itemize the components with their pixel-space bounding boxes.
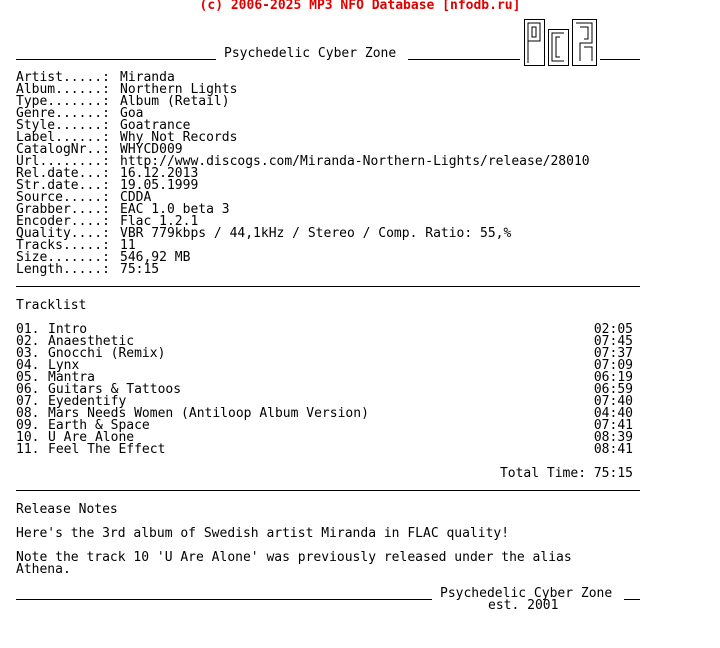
info-key: Size.......: bbox=[16, 250, 110, 265]
track-title: Guitars & Tattoos bbox=[48, 382, 182, 397]
info-value: 11 bbox=[120, 238, 136, 253]
info-key: Style......: bbox=[16, 118, 110, 133]
track-title: Feel The Effect bbox=[48, 442, 166, 457]
info-key: Quality....: bbox=[16, 226, 110, 241]
track-title: Intro bbox=[48, 322, 88, 337]
info-key: Album......: bbox=[16, 82, 110, 97]
track-number: 04. bbox=[16, 358, 40, 373]
track-row bbox=[16, 348, 633, 360]
release-notes-line: Athena. bbox=[16, 562, 71, 577]
info-row-length bbox=[16, 264, 159, 276]
track-title: Eyedentify bbox=[48, 394, 127, 409]
track-duration: 02:05 bbox=[593, 322, 633, 337]
release-notes-heading: Release Notes bbox=[16, 502, 118, 517]
header-group-title: Psychedelic Cyber Zone bbox=[224, 46, 397, 61]
release-notes-line: Here's the 3rd album of Swedish artist Miranda in FLAC quality! bbox=[16, 526, 510, 541]
info-key: Length.....: bbox=[16, 262, 110, 277]
info-value: Album (Retail) bbox=[120, 94, 230, 109]
track-title: Gnocchi (Remix) bbox=[48, 346, 166, 361]
track-title: Mantra bbox=[48, 370, 95, 385]
track-number: 09. bbox=[16, 418, 40, 433]
pcz-logo-art bbox=[524, 19, 597, 66]
info-key: Rel.date...: bbox=[16, 166, 110, 181]
track-row bbox=[16, 444, 633, 456]
info-value: 75:15 bbox=[120, 262, 160, 277]
track-title: Lynx bbox=[48, 358, 80, 373]
pcz-logo bbox=[524, 19, 597, 66]
discogs-link[interactable]: http://www.discogs.com/Miranda-Northern-Lights/release/28010 bbox=[120, 154, 590, 169]
track-duration: 07:09 bbox=[593, 358, 633, 373]
track-number: 06. bbox=[16, 382, 40, 397]
track-title: Mars Needs Women (Antiloop Album Version) bbox=[48, 406, 369, 421]
footer-rule-left bbox=[16, 599, 432, 600]
track-duration: 08:41 bbox=[593, 442, 633, 457]
header-rule-left bbox=[16, 59, 216, 60]
info-value: Miranda bbox=[120, 70, 175, 85]
divider-after-info bbox=[16, 286, 640, 287]
track-duration: 07:45 bbox=[593, 334, 633, 349]
info-key: Grabber....: bbox=[16, 202, 110, 217]
info-value: Goa bbox=[120, 106, 144, 121]
release-notes-line: Note the track 10 'U Are Alone' was previously released under the alias bbox=[16, 550, 572, 565]
info-key: Url........: bbox=[16, 154, 110, 169]
info-value: CDDA bbox=[120, 190, 152, 205]
info-key: Label......: bbox=[16, 130, 110, 145]
info-value: VBR 779kbps / 44,1kHz / Stereo / Comp. Ratio: 55,% bbox=[120, 226, 512, 241]
info-key: Type.......: bbox=[16, 94, 110, 109]
tracklist-heading: Tracklist bbox=[16, 298, 87, 313]
divider-after-tracklist bbox=[16, 490, 640, 491]
info-value: 16.12.2013 bbox=[120, 166, 199, 181]
total-time: Total Time: 75:15 bbox=[499, 466, 633, 481]
info-key: Str.date...: bbox=[16, 178, 110, 193]
track-duration: 06:59 bbox=[593, 382, 633, 397]
info-key: Encoder....: bbox=[16, 214, 110, 229]
track-number: 11. bbox=[16, 442, 40, 457]
info-value: WHYCD009 bbox=[120, 142, 183, 157]
track-number: 05. bbox=[16, 370, 40, 385]
info-value: EAC 1.0 beta 3 bbox=[120, 202, 230, 217]
info-value: 19.05.1999 bbox=[120, 178, 199, 193]
info-key: Source.....: bbox=[16, 190, 110, 205]
info-key: CatalogNr..: bbox=[16, 142, 110, 157]
info-key: Genre......: bbox=[16, 106, 110, 121]
track-number: 08. bbox=[16, 406, 40, 421]
track-duration: 08:39 bbox=[593, 430, 633, 445]
footer-group-title: Psychedelic Cyber Zone bbox=[440, 586, 613, 601]
track-number: 07. bbox=[16, 394, 40, 409]
info-value: 546,92 MB bbox=[120, 250, 191, 265]
track-row bbox=[16, 360, 633, 372]
info-value: Why Not Records bbox=[120, 130, 238, 145]
track-duration: 07:41 bbox=[593, 418, 633, 433]
nfodb-credit: (c) 2006-2025 MP3 NFO Database [nfodb.ru] bbox=[199, 0, 521, 13]
track-number: 01. bbox=[16, 322, 40, 337]
track-number: 03. bbox=[16, 346, 40, 361]
info-value: Flac 1.2.1 bbox=[120, 214, 199, 229]
header-rule-middle bbox=[408, 59, 520, 60]
track-duration: 07:40 bbox=[593, 394, 633, 409]
track-title: Anaesthetic bbox=[48, 334, 135, 349]
track-duration: 04:40 bbox=[593, 406, 633, 421]
track-title: U Are Alone bbox=[48, 430, 135, 445]
track-title: Earth & Space bbox=[48, 418, 150, 433]
info-key: Tracks.....: bbox=[16, 238, 110, 253]
info-value: Goatrance bbox=[120, 118, 191, 133]
track-number: 02. bbox=[16, 334, 40, 349]
footer-established: est. 2001 bbox=[488, 598, 559, 613]
track-duration: 07:37 bbox=[593, 346, 633, 361]
footer-rule-right bbox=[624, 599, 640, 600]
header-rule-right bbox=[600, 59, 640, 60]
track-duration: 06:19 bbox=[593, 370, 633, 385]
track-number: 10. bbox=[16, 430, 40, 445]
info-key: Artist.....: bbox=[16, 70, 110, 85]
info-value: Northern Lights bbox=[120, 82, 238, 97]
